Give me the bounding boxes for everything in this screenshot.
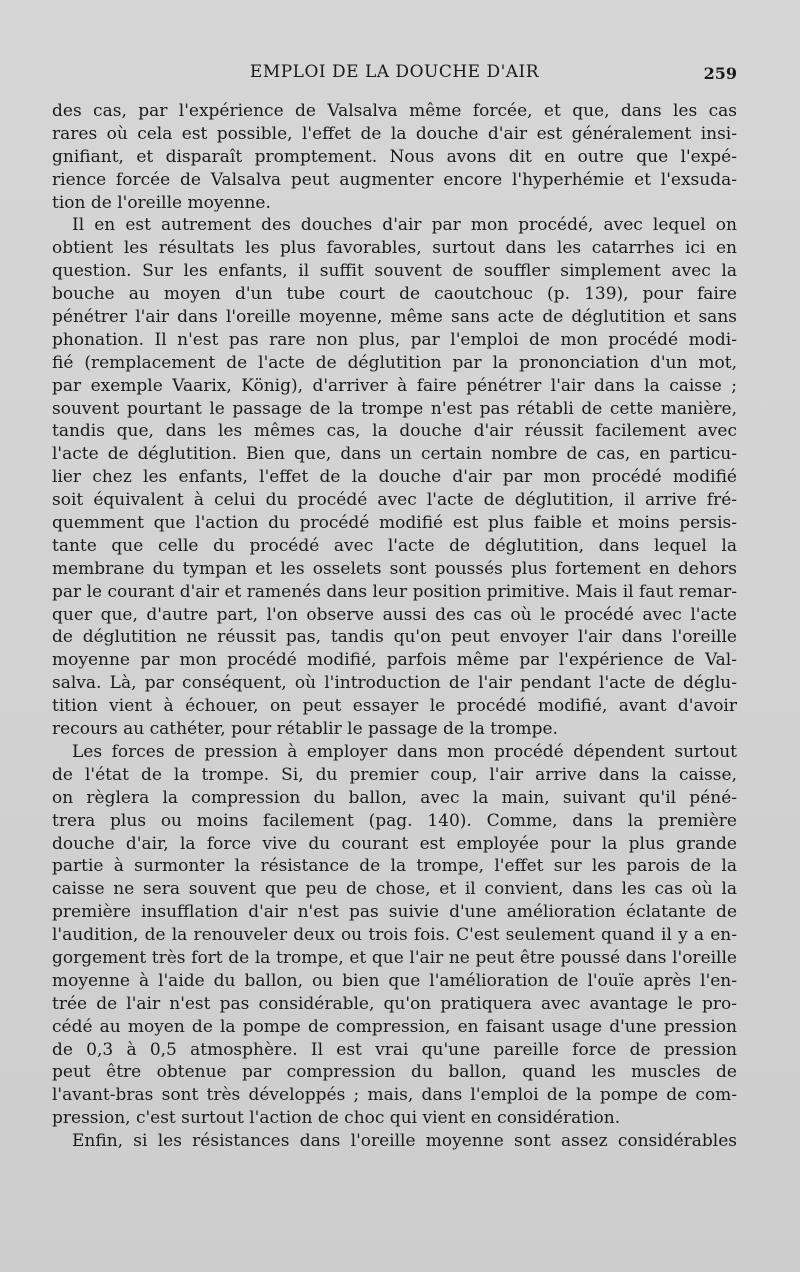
text-line: rience forcée de Valsalva peut augmenter encore l'hyperhémie et l'exsuda-: [52, 169, 737, 190]
text-line: tandis que, dans les mêmes cas, la douche d'air réussit facilement avec: [52, 421, 737, 442]
text-line: quemment que l'action du procédé modifié est plus faible et moins persis-: [52, 513, 737, 534]
text-line: bouche au moyen d'un tube court de caoutchouc (p. 139), pour faire: [52, 284, 737, 305]
text-line: tante que celle du procédé avec l'acte de déglutition, dans lequel la: [52, 535, 737, 556]
text-line: pression, c'est surtout l'action de choc qui vient en considération.: [52, 1108, 621, 1129]
text-line: l'avant-bras sont très développés ; mais, dans l'emploi de la pompe de com-: [52, 1085, 737, 1106]
text-line: recours au cathéter, pour rétablir le passage de la trompe.: [52, 719, 558, 740]
text-line: peut être obtenue par compression du ballon, quand les muscles de: [52, 1062, 737, 1083]
text-line: douche d'air, la force vive du courant est employée pour la plus grande: [52, 833, 737, 854]
text-line: de déglutition ne réussit pas, tandis qu'on peut envoyer l'air dans l'oreille: [52, 627, 737, 648]
text-line: obtient les résultats les plus favorables, surtout dans les catarrhes ici en: [52, 238, 737, 259]
text-line: rares où cela est possible, l'effet de la douche d'air est généralement insi-: [52, 123, 737, 144]
text-line: Il en est autrement des douches d'air par mon procédé, avec lequel on: [72, 215, 737, 236]
text-line: caisse ne sera souvent que peu de chose, et il convient, dans les cas où la: [52, 879, 737, 900]
text-line: par le courant d'air et ramenés dans leur position primitive. Mais il faut remar-: [52, 581, 737, 602]
text-line: phonation. Il n'est pas rare non plus, par l'emploi de mon procédé modi-: [52, 329, 737, 350]
text-line: cédé au moyen de la pompe de compression, en faisant usage d'une pression: [52, 1016, 737, 1037]
page-number: 259: [703, 64, 737, 83]
text-line: soit équivalent à celui du procédé avec l'acte de déglutition, il arrive fré-: [52, 490, 737, 511]
text-line: des cas, par l'expérience de Valsalva même forcée, et que, dans les cas: [52, 101, 737, 121]
text-line: question. Sur les enfants, il suffit souvent de souffler simplement avec la: [52, 261, 737, 282]
text-line: quer que, d'autre part, l'on observe aussi des cas où le procédé avec l'acte: [52, 604, 737, 625]
text-line: de l'état de la trompe. Si, du premier coup, l'air arrive dans la caisse,: [52, 764, 737, 785]
text-line: on règlera la compression du ballon, avec la main, suivant qu'il péné-: [52, 787, 737, 808]
text-line: moyenne par mon procédé modifié, parfois même par l'expérience de Val-: [52, 650, 737, 671]
text-line: tition vient à échouer, on peut essayer le procédé modifié, avant d'avoir: [52, 696, 737, 717]
text-line: gorgement très fort de la trompe, et que l'air ne peut être poussé dans l'oreille: [52, 947, 737, 968]
text-line: fié (remplacement de l'acte de déglutition par la prononciation d'un mot,: [52, 352, 737, 373]
page-header: [52, 62, 737, 88]
text-line: salva. Là, par conséquent, où l'introduction de l'air pendant l'acte de déglu-: [52, 673, 737, 694]
text-line: l'audition, de la renouveler deux ou trois fois. C'est seulement quand il y a en-: [52, 925, 737, 946]
text-line: membrane du tympan et les osselets sont poussés plus fortement en dehors: [52, 558, 737, 579]
text-line: pénétrer l'air dans l'oreille moyenne, même sans acte de déglutition et sans: [52, 307, 737, 328]
text-line: tion de l'oreille moyenne.: [52, 192, 271, 213]
running-title: EMPLOI DE LA DOUCHE D'AIR: [249, 62, 540, 82]
text-line: partie à surmonter la résistance de la trompe, l'effet sur les parois de la: [52, 856, 737, 877]
body-text: [52, 100, 737, 1153]
text-line: première insufflation d'air n'est pas suivie d'une amélioration éclatante de: [52, 902, 737, 923]
text-line: lier chez les enfants, l'effet de la douche d'air par mon procédé modifié: [52, 467, 737, 488]
text-line: Enfin, si les résistances dans l'oreille moyenne sont assez considérables: [72, 1131, 737, 1152]
text-line: par exemple Vaarix, König), d'arriver à faire pénétrer l'air dans la caisse ;: [52, 375, 737, 396]
text-line: gnifiant, et disparaît promptement. Nous avons dit en outre que l'expé-: [52, 146, 737, 167]
text-line: moyenne à l'aide du ballon, ou bien que l'amélioration de l'ouïe après l'en-: [52, 970, 737, 991]
text-line: de 0,3 à 0,5 atmosphère. Il est vrai qu'une pareille force de pression: [52, 1039, 737, 1060]
text-line: trera plus ou moins facilement (pag. 140). Comme, dans la première: [52, 810, 737, 831]
text-line: l'acte de déglutition. Bien que, dans un certain nombre de cas, en particu-: [52, 444, 737, 465]
text-line: trée de l'air n'est pas considérable, qu'on pratiquera avec avantage le pro-: [52, 993, 737, 1014]
text-line: Les forces de pression à employer dans mon procédé dépendent surtout: [72, 741, 737, 762]
text-line: souvent pourtant le passage de la trompe n'est pas rétabli de cette manière,: [52, 398, 737, 419]
